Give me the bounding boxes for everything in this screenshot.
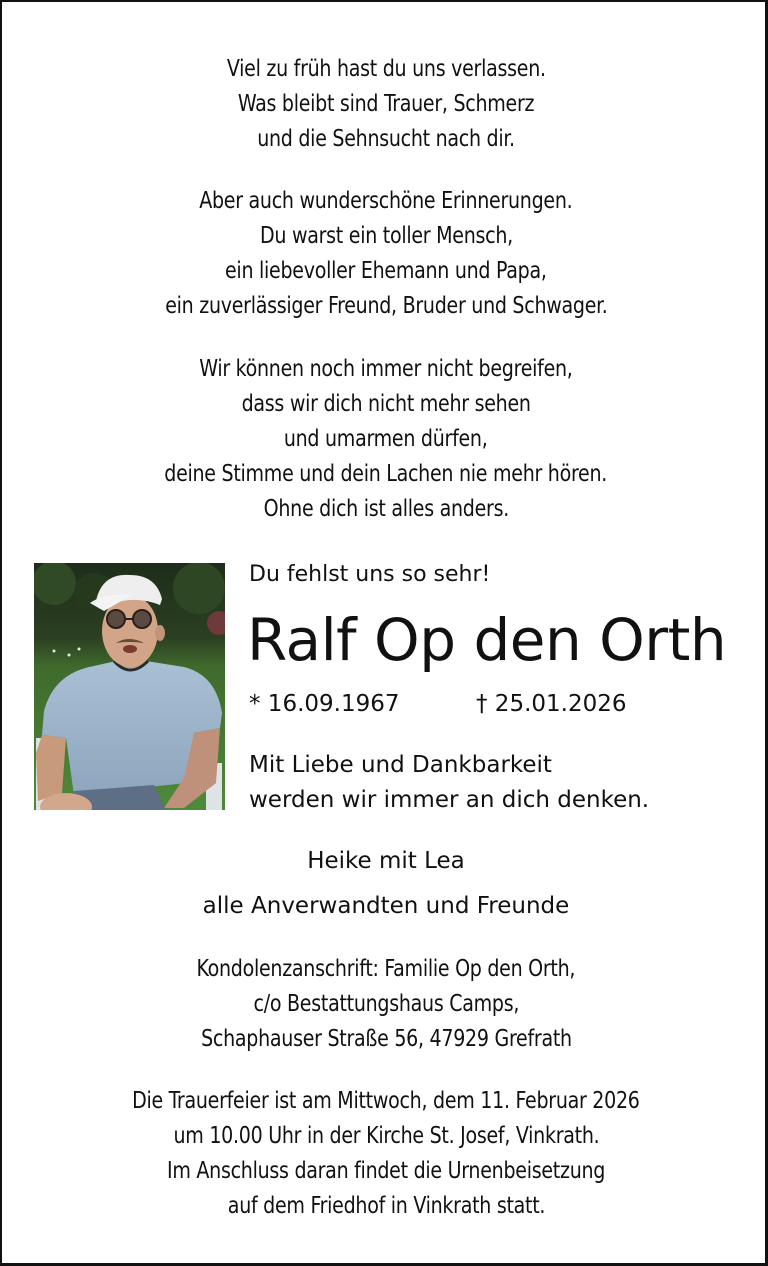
verse-line: Wir können noch immer nicht begreifen, [199,356,573,382]
death-date: † 25.01.2026 [476,691,627,717]
dedication [249,748,649,818]
deceased-name: Ralf Op den Orth [247,606,727,674]
verse-line: Du warst ein toller Mensch, [259,223,513,249]
verse-line: ein liebevoller Ehemann und Papa, [225,258,547,284]
condolence-address [2,952,768,1057]
verse-line: ein zuverlässiger Freund, Bruder und Schwager. [164,293,608,319]
verse-3 [2,352,768,527]
dedication-line: Mit Liebe und Dankbarkeit [249,752,552,778]
verse-line: dass wir dich nicht mehr sehen [241,391,531,417]
signer-primary: Heike mit Lea [307,848,465,874]
verse-line: Was bleibt sind Trauer, Schmerz [237,91,535,117]
verse-line: und die Sehnsucht nach dir. [257,126,515,152]
signer-secondary: alle Anverwandten und Freunde [202,893,570,919]
verse-line: Aber auch wunderschöne Erinnerungen. [199,188,573,214]
birth-date: * 16.09.1967 [249,691,400,717]
ceremony-line: um 10.00 Uhr in der Kirche St. Josef, Vinkrath. [173,1123,599,1149]
address-line: c/o Bestattungshaus Camps, [253,991,519,1017]
verse-1 [2,52,768,157]
address-line: Kondolenzanschrift: Familie Op den Orth, [196,956,576,982]
ceremony-info [2,1084,768,1224]
tagline: Du fehlst uns so sehr! [249,562,491,587]
verse-2 [2,184,768,324]
ceremony-line: Im Anschluss daran findet die Urnenbeisetzung [166,1158,606,1184]
verse-line: und umarmen dürfen, [284,426,488,452]
portrait-image-icon [34,563,225,810]
ceremony-line: auf dem Friedhof in Vinkrath statt. [227,1193,545,1219]
deceased-photo [34,563,225,810]
verse-line: Ohne dich ist alles anders. [263,496,509,522]
verse-line: deine Stimme und dein Lachen nie mehr hören. [164,461,608,487]
verse-line: Viel zu früh hast du uns verlassen. [226,56,546,82]
dedication-line: werden wir immer an dich denken. [249,787,650,813]
address-line: Schaphauser Straße 56, 47929 Grefrath [200,1026,572,1052]
ceremony-line: Die Trauerfeier ist am Mittwoch, dem 11. Februar 2026 [132,1088,640,1114]
